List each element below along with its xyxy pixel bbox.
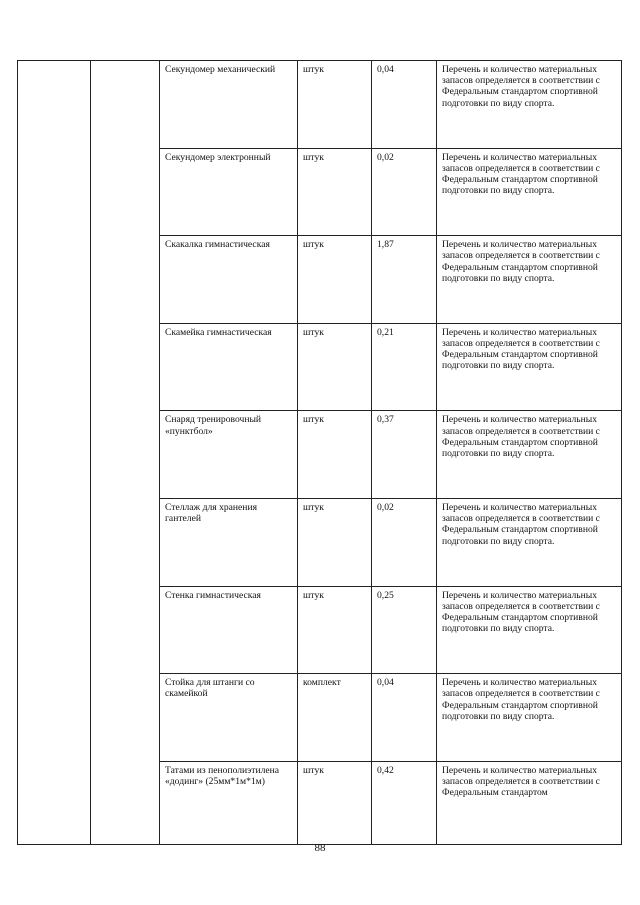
item-name: Скамейка гимнастическая <box>160 323 298 411</box>
empty-merged-cell <box>91 61 160 845</box>
item-name: Стеллаж для хранения гантелей <box>160 498 298 586</box>
item-note: Перечень и количество материальных запасов определяется в соответствии с Федеральным стандартом спортивной подготовки по виду спорта. <box>437 674 622 762</box>
item-unit: штук <box>298 236 372 324</box>
item-note: Перечень и количество материальных запасов определяется в соответствии с Федеральным стандартом спортивной подготовки по виду спорта. <box>437 498 622 586</box>
item-name: Секундомер электронный <box>160 148 298 236</box>
item-unit: штук <box>298 323 372 411</box>
item-quantity: 0,02 <box>372 498 437 586</box>
item-note: Перечень и количество материальных запасов определяется в соответствии с Федеральным стандартом <box>437 761 622 844</box>
item-note: Перечень и количество материальных запасов определяется в соответствии с Федеральным стандартом спортивной подготовки по виду спорта. <box>437 61 622 149</box>
item-unit: комплект <box>298 674 372 762</box>
item-quantity: 0,37 <box>372 411 437 499</box>
item-quantity: 0,04 <box>372 61 437 149</box>
item-note: Перечень и количество материальных запасов определяется в соответствии с Федеральным стандартом спортивной подготовки по виду спорта. <box>437 148 622 236</box>
empty-merged-cell <box>18 61 91 845</box>
item-unit: штук <box>298 761 372 844</box>
item-unit: штук <box>298 61 372 149</box>
item-note: Перечень и количество материальных запасов определяется в соответствии с Федеральным стандартом спортивной подготовки по виду спорта. <box>437 586 622 674</box>
item-name: Снаряд тренировочный «пунктбол» <box>160 411 298 499</box>
item-name: Татами из пенополиэтилена «додинг» (25мм*1м*1м) <box>160 761 298 844</box>
item-quantity: 0,42 <box>372 761 437 844</box>
item-note: Перечень и количество материальных запасов определяется в соответствии с Федеральным стандартом спортивной подготовки по виду спорта. <box>437 236 622 324</box>
item-unit: штук <box>298 586 372 674</box>
materials-table <box>17 60 622 845</box>
item-quantity: 0,21 <box>372 323 437 411</box>
item-unit: штук <box>298 411 372 499</box>
item-note: Перечень и количество материальных запасов определяется в соответствии с Федеральным стандартом спортивной подготовки по виду спорта. <box>437 411 622 499</box>
item-note: Перечень и количество материальных запасов определяется в соответствии с Федеральным стандартом спортивной подготовки по виду спорта. <box>437 323 622 411</box>
item-unit: штук <box>298 148 372 236</box>
item-name: Стенка гимнастическая <box>160 586 298 674</box>
item-quantity: 0,02 <box>372 148 437 236</box>
item-name: Секундомер механический <box>160 61 298 149</box>
item-unit: штук <box>298 498 372 586</box>
item-quantity: 0,04 <box>372 674 437 762</box>
item-quantity: 0,25 <box>372 586 437 674</box>
table-row <box>18 61 622 149</box>
item-quantity: 1,87 <box>372 236 437 324</box>
item-name: Скакалка гимнастическая <box>160 236 298 324</box>
page-number: 88 <box>314 842 326 854</box>
item-name: Стойка для штанги со скамейкой <box>160 674 298 762</box>
